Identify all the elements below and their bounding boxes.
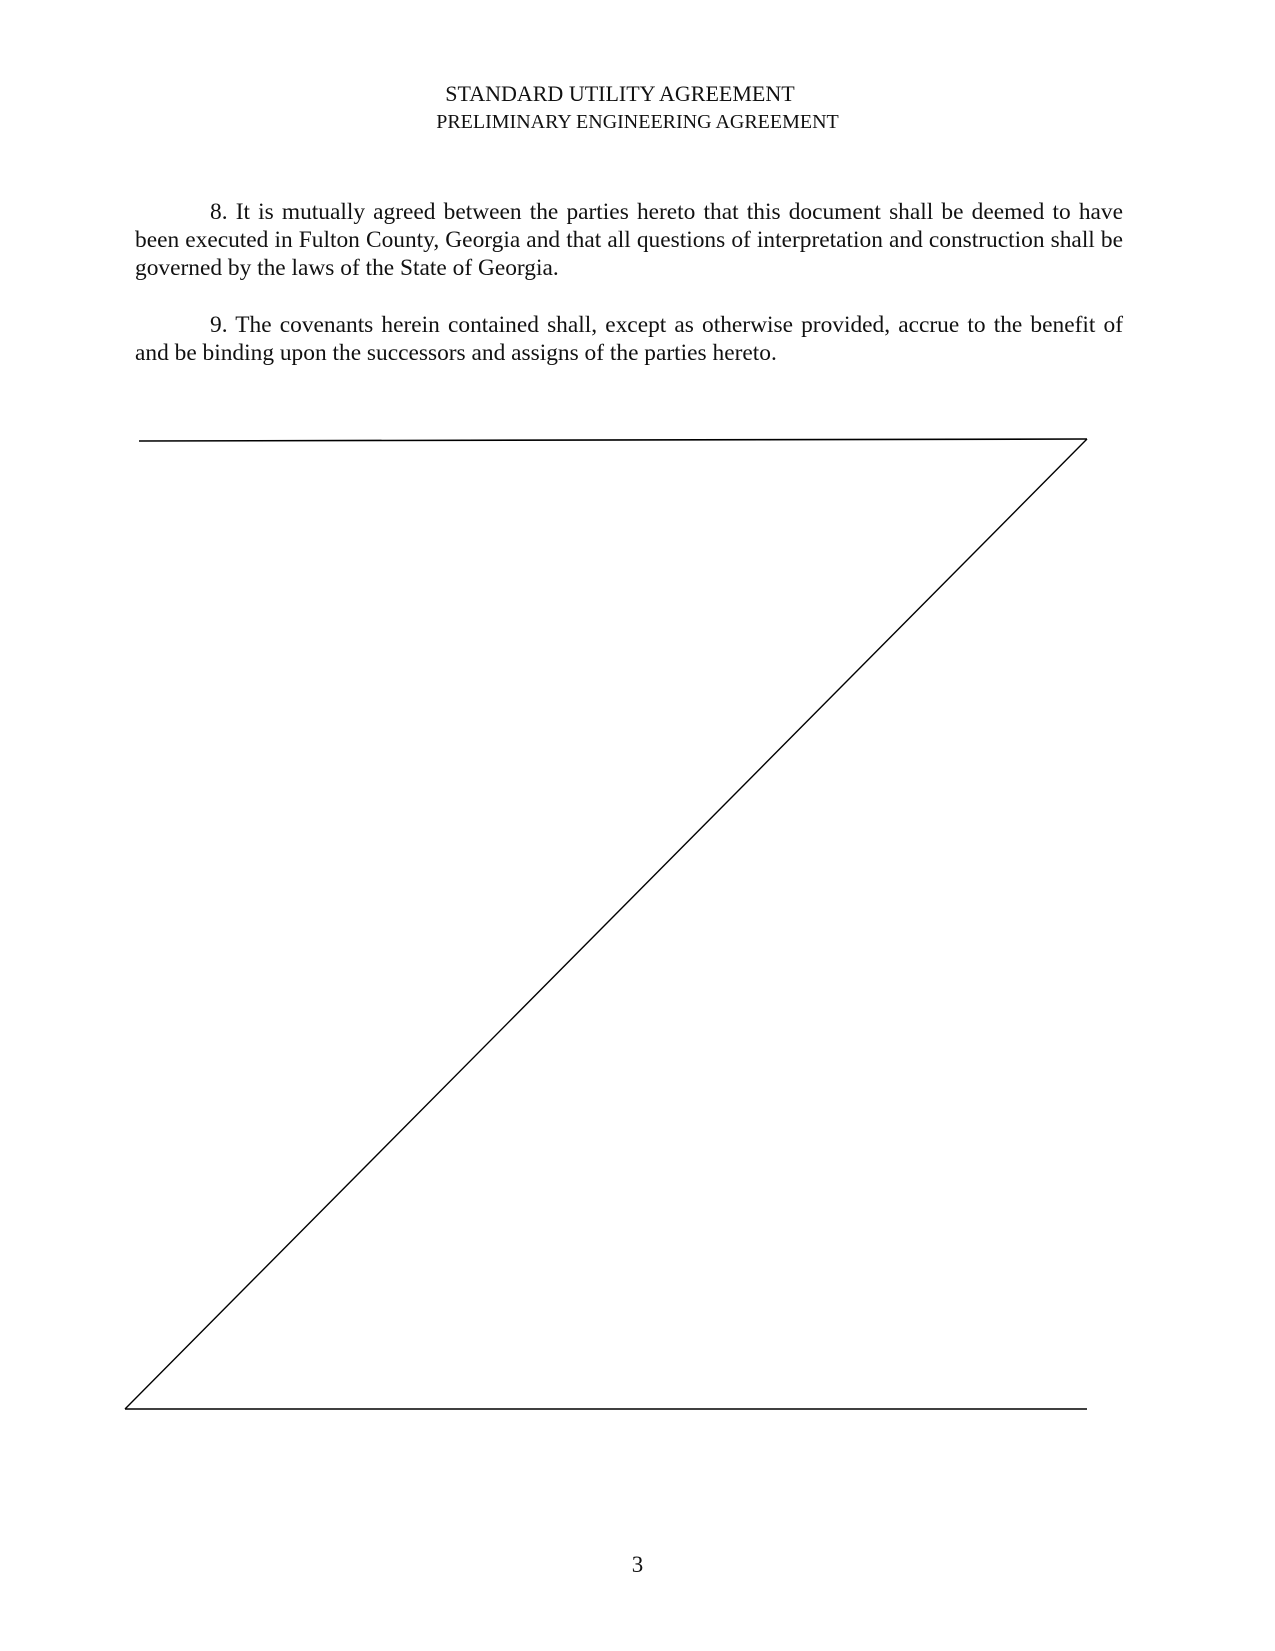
paragraph-8: 8. It is mutually agreed between the parties hereto that this document shall be deemed to have been executed in Fulton County, Georgia and that all questions of interpretation and construction shall be governed by the laws of the State of Georgia. (135, 199, 1123, 281)
document-title: STANDARD UTILITY AGREEMENT (445, 81, 795, 106)
z-top-line (139, 439, 1087, 441)
z-diagonal-line (125, 439, 1087, 1409)
document-subtitle: PRELIMINARY ENGINEERING AGREEMENT (436, 111, 839, 133)
paragraph-9: 9. The covenants herein contained shall, except as otherwise provided, accrue to the benefit of and be binding upon the successors and assigns of the parties hereto. (135, 312, 1123, 366)
page-number: 3 (631, 1552, 644, 1577)
